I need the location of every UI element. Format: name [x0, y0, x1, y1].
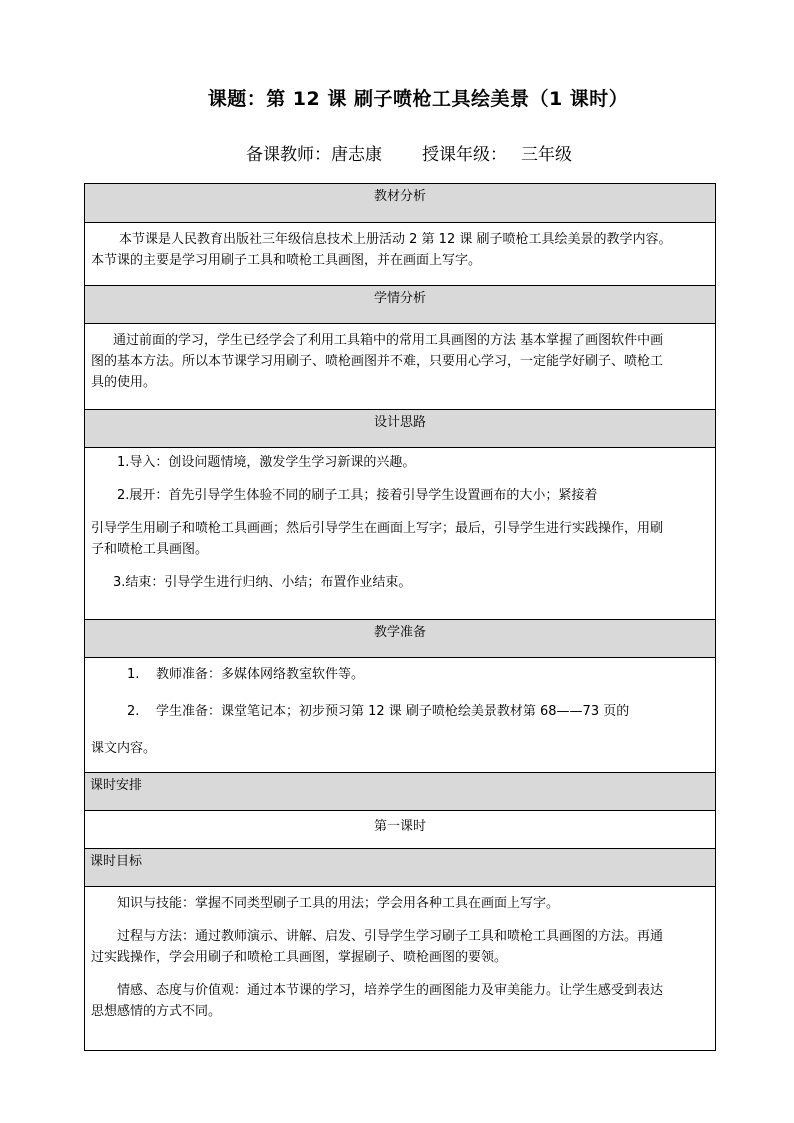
text-line: 本节课是人民教育出版社三年级信息技术上册活动 2 第 12 课 刷子喷枪工具绘美景的教学内容。 — [119, 232, 672, 247]
text-line: 引导学生用刷子和喷枪工具画画；然后引导学生在画面上写字；最后，引导学生进行实践操作，用刷 — [91, 521, 664, 536]
section-body-students — [85, 323, 715, 409]
grade-label: 授课年级： — [422, 145, 507, 165]
page-title: 课题：第 12 课 刷子喷枪工具绘美景（1 课时） — [207, 88, 629, 110]
teacher-label: 备课教师： — [246, 145, 331, 165]
text-line: 通过前面的学习，学生已经学会了利用工具箱中的常用工具画图的方法 基本掌握了画图软件中画 — [113, 333, 664, 348]
grade-value: 三年级 — [521, 145, 572, 165]
section-header-prep: 教学准备 — [85, 619, 715, 657]
list-item — [91, 664, 709, 685]
section-header-design: 设计思路 — [85, 409, 715, 447]
section-body-schedule — [85, 810, 715, 848]
section-body-prep — [85, 657, 715, 772]
list-number: 2. — [127, 704, 140, 719]
section-body-goals — [85, 886, 715, 1050]
section-header-textbook: 教材分析 — [85, 184, 715, 222]
list-text: 学生准备：课堂笔记本；初步预习第 12 课 刷子喷枪绘美景教材第 68——73 页的 — [155, 704, 630, 719]
text-line: 知识与技能：掌握不同类型刷子工具的用法；学会用各种工具在画面上写字。 — [117, 896, 560, 911]
text-line: 具的使用。 — [91, 375, 157, 390]
schedule-value: 第一课时 — [373, 819, 426, 834]
section-body-design — [85, 447, 715, 619]
teacher-name: 唐志康 — [331, 145, 382, 165]
lesson-info — [246, 140, 572, 165]
section-header-students: 学情分析 — [85, 285, 715, 323]
list-item — [91, 701, 709, 722]
list-number: 1. — [127, 667, 140, 682]
text-line: 思想感情的方式不同。 — [91, 1004, 222, 1019]
section-header-goals: 课时目标 — [85, 848, 715, 886]
text-line: 本节课的主要是学习用刷子工具和喷枪工具画图，并在画面上写字。 — [91, 253, 482, 268]
text-line: 3.结束：引导学生进行归纳、小结；布置作业结束。 — [113, 575, 412, 590]
text-line: 课文内容。 — [91, 741, 157, 756]
text-line: 过实践操作，学会用刷子和喷枪工具画图，掌握刷子、喷枪画图的要领。 — [91, 950, 508, 965]
list-text: 教师准备：多媒体网络教室软件等。 — [155, 667, 364, 682]
text-line: 2.展开：首先引导学生体验不同的刷子工具；接着引导学生设置画布的大小；紧接着 — [117, 488, 598, 503]
text-line: 1.导入：创设问题情境，激发学生学习新课的兴趣。 — [117, 455, 416, 470]
text-line: 图的基本方法。所以本节课学习用刷子、喷枪画图并不难，只要用心学习，一定能学好刷子、喷枪工 — [91, 354, 664, 369]
section-header-schedule: 课时安排 — [85, 772, 715, 810]
text-line: 情感、态度与价值观：通过本节课的学习，培养学生的画图能力及审美能力。让学生感受到表达 — [117, 983, 664, 998]
lesson-plan-table — [84, 183, 716, 1051]
section-body-textbook — [85, 222, 715, 285]
text-line: 子和喷枪工具画图。 — [91, 542, 209, 557]
text-line: 过程与方法：通过教师演示、讲解、启发、引导学生学习刷子工具和喷枪工具画图的方法。再通 — [117, 929, 664, 944]
